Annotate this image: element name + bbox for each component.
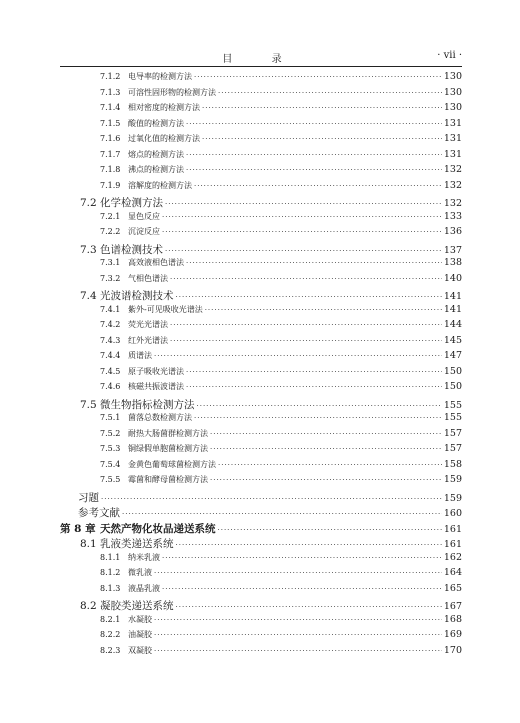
toc-entry[interactable] — [100, 459, 462, 474]
toc-entry-title: 色谱检测技术 — [100, 243, 163, 256]
toc-entry-title: 核磁共振波谱法 — [128, 382, 184, 391]
toc-entry-page: 136 — [443, 226, 462, 237]
toc-entry-title: 荧光光谱法 — [128, 320, 168, 329]
header-page-number: · vii · — [437, 50, 462, 61]
toc-entry-number: 7.2.2 — [100, 227, 121, 236]
toc-entry-page: 130 — [443, 71, 462, 82]
toc-entry[interactable] — [80, 288, 462, 303]
toc-entry-number: 7.1.8 — [100, 165, 121, 174]
toc-entry-number: 7.2.1 — [100, 211, 121, 221]
toc-entry[interactable] — [100, 381, 462, 396]
toc-entry[interactable] — [100, 133, 462, 148]
toc-entry-page: 141 — [443, 303, 462, 315]
toc-entry-page: 169 — [443, 629, 462, 640]
dot-leader — [122, 510, 442, 518]
dot-leader — [197, 402, 442, 410]
toc-entry-title: 原子吸收光谱法 — [128, 366, 184, 376]
toc-entry-number: 7.4.6 — [100, 382, 121, 391]
toc-entry-title: 熔点的检测方法 — [128, 149, 184, 159]
toc-entry[interactable] — [100, 412, 462, 427]
toc-entry-number: 第 8 章 — [60, 522, 96, 535]
toc-entry[interactable] — [100, 645, 462, 660]
toc-entry-page: 130 — [443, 86, 462, 98]
toc-entry[interactable] — [78, 490, 462, 505]
dot-leader — [176, 603, 442, 611]
dot-leader — [186, 166, 442, 174]
toc-entry[interactable] — [100, 552, 462, 567]
dot-leader — [176, 541, 442, 549]
toc-entry-page: 140 — [443, 272, 462, 284]
toc-entry[interactable] — [100, 443, 462, 458]
toc-entry[interactable] — [100, 366, 462, 381]
toc-entry[interactable] — [60, 521, 462, 536]
dot-leader — [186, 383, 442, 391]
toc-entry-title: 纳米乳液 — [128, 552, 160, 562]
dot-leader — [170, 321, 442, 329]
toc-entry-page: 160 — [443, 508, 462, 519]
toc-entry-number: 7.5 — [80, 398, 97, 411]
toc-entry-page: 132 — [443, 179, 462, 191]
toc-entry[interactable] — [80, 598, 462, 613]
toc-entry-page: 137 — [443, 244, 462, 256]
dot-leader — [162, 228, 442, 236]
toc-entry[interactable] — [100, 164, 462, 179]
toc-entry[interactable] — [100, 350, 462, 365]
dot-leader — [210, 476, 442, 484]
dot-leader — [154, 352, 442, 360]
toc-entry-number: 7.4.4 — [100, 351, 121, 360]
toc-entry-title: 微生物指标检测方法 — [100, 398, 195, 411]
toc-entry-page: 162 — [443, 551, 462, 563]
toc-entry-number: 7.4.5 — [100, 366, 121, 376]
header-title: 目 录 — [222, 54, 300, 65]
toc-entry-number: 7.4.3 — [100, 335, 121, 345]
toc-entry-number: 8.2.2 — [100, 630, 121, 639]
toc-entry-number: 7.5.4 — [100, 459, 121, 469]
dot-leader — [176, 293, 442, 301]
toc-entry-page: 161 — [443, 539, 462, 550]
toc-entry-page: 155 — [443, 399, 462, 411]
toc-entry-title: 水凝胶 — [128, 614, 152, 624]
toc-entry-title: 油凝胶 — [128, 630, 152, 639]
toc-entry-number: 7.1.4 — [100, 103, 121, 112]
toc-entry-page: 130 — [443, 102, 462, 113]
toc-entry-title: 沸点的检测方法 — [128, 165, 184, 174]
toc-entry-number: 7.1.2 — [100, 72, 121, 81]
toc-entry-number: 7.1.5 — [100, 118, 121, 128]
toc-entry[interactable] — [100, 273, 462, 288]
toc-entry-page: 133 — [443, 210, 462, 222]
toc-entry-page: 145 — [443, 334, 462, 346]
toc-entry-number: 8.1.2 — [100, 568, 121, 577]
dot-leader — [162, 585, 442, 593]
dot-leader — [162, 554, 442, 562]
dot-leader — [210, 445, 442, 453]
toc-entry[interactable] — [100, 614, 462, 629]
toc-entry-number: 7.4 — [80, 290, 97, 302]
toc-entry-title: 可溶性固形物的检测方法 — [128, 87, 216, 97]
toc-entry-page: 150 — [443, 381, 462, 392]
dot-leader — [170, 275, 442, 283]
toc-entry-number: 7.1.6 — [100, 134, 121, 143]
toc-entry-title: 气相色谱法 — [128, 273, 168, 283]
toc-entry-title: 质谱法 — [128, 351, 152, 360]
toc-entry[interactable] — [100, 335, 462, 350]
dot-leader — [202, 135, 442, 143]
dot-leader — [186, 120, 442, 128]
dot-leader — [186, 259, 442, 267]
dot-leader — [218, 89, 442, 97]
toc-entry-page: 164 — [443, 567, 462, 578]
dot-leader — [165, 247, 442, 255]
toc-entry[interactable] — [100, 428, 462, 443]
toc-entry-title: 沉淀反应 — [128, 227, 160, 236]
toc-entry[interactable] — [100, 304, 462, 319]
dot-leader — [218, 461, 442, 469]
dot-leader — [101, 495, 442, 503]
toc-entry-title: 液晶乳液 — [128, 583, 160, 593]
toc-entry-title: 金黄色葡萄球菌检测方法 — [128, 459, 216, 469]
dot-leader — [194, 414, 442, 422]
toc-entry-title: 显色反应 — [128, 211, 160, 221]
toc-entry-page: 150 — [443, 365, 462, 377]
dot-leader — [194, 73, 442, 81]
toc-entry[interactable] — [100, 71, 462, 86]
dot-leader — [154, 569, 442, 577]
dot-leader — [205, 306, 442, 314]
toc-entry-title: 霉菌和酵母菌检测方法 — [128, 475, 208, 484]
toc-entry[interactable] — [100, 118, 462, 133]
toc-entry-title: 双凝胶 — [128, 645, 152, 655]
toc-entry-title: 溶解度的检测方法 — [128, 180, 192, 190]
dot-leader — [218, 526, 442, 534]
toc-entry-number: 7.5.5 — [100, 475, 121, 484]
dot-leader — [210, 430, 442, 438]
toc-entry-title: 紫外-可见吸收光谱法 — [128, 304, 203, 314]
toc-entry-number: 7.1.7 — [100, 149, 121, 159]
toc-entry-page: 167 — [443, 601, 462, 612]
toc-entry-number: 7.1.9 — [100, 180, 121, 190]
toc-entry-page: 132 — [443, 198, 462, 209]
toc-entry-title: 过氧化值的检测方法 — [128, 134, 200, 143]
toc-entry-number: 7.3.1 — [100, 258, 121, 267]
page-header — [60, 48, 462, 67]
toc-entry-title: 红外光谱法 — [128, 335, 168, 345]
toc-entry-page: 144 — [443, 319, 462, 330]
toc-entry[interactable] — [100, 257, 462, 272]
dot-leader — [165, 200, 442, 208]
toc-entry-title: 乳液类递送系统 — [100, 538, 174, 550]
toc-entry-page: 157 — [443, 427, 462, 439]
toc-entry-page: 158 — [443, 458, 462, 470]
toc-entry-number: 7.5.2 — [100, 428, 121, 438]
toc-entry-number: 8.2 — [80, 600, 97, 612]
dot-leader — [194, 182, 442, 190]
toc-entry-number: 7.3 — [80, 243, 97, 256]
toc-entry[interactable] — [100, 149, 462, 164]
toc-entry-page: 155 — [443, 412, 462, 423]
dot-leader — [202, 104, 442, 112]
toc-entry-title: 参考文献 — [78, 507, 120, 519]
toc-entry[interactable] — [80, 536, 462, 551]
toc-entry-page: 141 — [443, 291, 462, 302]
toc-entry[interactable] — [100, 629, 462, 644]
toc-entry[interactable] — [80, 195, 462, 210]
toc-entry-page: 138 — [443, 257, 462, 268]
toc-entry[interactable] — [100, 583, 462, 598]
toc-entry-page: 131 — [443, 117, 462, 129]
toc-entry-number: 7.2 — [80, 197, 97, 209]
toc-entry-title: 凝胶类递送系统 — [100, 600, 174, 612]
dot-leader — [154, 631, 442, 639]
toc-entry-number: 7.4.1 — [100, 304, 121, 314]
toc-entry-page: 161 — [443, 523, 462, 535]
toc-entry-page: 168 — [443, 613, 462, 625]
toc-entry-number: 8.1 — [80, 538, 97, 550]
toc-entry[interactable] — [100, 319, 462, 334]
toc-entry[interactable] — [100, 211, 462, 226]
toc-entry-number: 8.2.1 — [100, 614, 121, 624]
dot-leader — [154, 647, 442, 655]
dot-leader — [162, 213, 442, 221]
toc-entry-title: 光波谱检测技术 — [100, 290, 174, 302]
toc-entry-number: 7.1.3 — [100, 87, 121, 97]
toc-entry-number: 8.1.1 — [100, 552, 121, 562]
toc-entry[interactable] — [80, 397, 462, 412]
toc-entry-title: 电导率的检测方法 — [128, 72, 192, 81]
toc-entry-title: 酸值的检测方法 — [128, 118, 184, 128]
toc-entry[interactable] — [80, 242, 462, 257]
toc-entry-title: 耐热大肠菌群检测方法 — [128, 428, 208, 438]
toc-entry-page: 170 — [443, 644, 462, 656]
toc-entry-number: 7.5.1 — [100, 413, 121, 422]
toc-entry[interactable] — [100, 180, 462, 195]
toc-entry[interactable] — [100, 474, 462, 489]
toc-entry[interactable] — [100, 567, 462, 582]
toc-entry-title: 高效液相色谱法 — [128, 258, 184, 267]
toc-entry-number: 7.4.2 — [100, 320, 121, 329]
dot-leader — [186, 151, 442, 159]
toc-entry-page: 131 — [443, 133, 462, 144]
toc-entry-title: 相对密度的检测方法 — [128, 103, 200, 112]
toc-entry-title: 菌落总数检测方法 — [128, 413, 192, 422]
toc-entry[interactable] — [78, 505, 462, 520]
toc-entry[interactable] — [100, 102, 462, 117]
toc-entry-title: 化学检测方法 — [100, 197, 163, 209]
toc-entry-page: 165 — [443, 582, 462, 594]
toc-entry-page: 132 — [443, 164, 462, 175]
toc-entry-page: 157 — [443, 443, 462, 454]
toc-entry-title: 习题 — [78, 491, 99, 504]
toc-entry[interactable] — [100, 226, 462, 241]
dot-leader — [186, 368, 442, 376]
toc-entry-page: 131 — [443, 148, 462, 160]
dot-leader — [170, 337, 442, 345]
toc-entry-number: 7.3.2 — [100, 273, 121, 283]
toc-entry-number: 8.2.3 — [100, 645, 121, 655]
toc-entry-page: 159 — [443, 492, 462, 504]
toc-entry-number: 8.1.3 — [100, 583, 121, 593]
toc-entry[interactable] — [100, 87, 462, 102]
dot-leader — [154, 616, 442, 624]
toc-entry-page: 147 — [443, 350, 462, 361]
toc-entry-title: 微乳液 — [128, 568, 152, 577]
toc-entry-number: 7.5.3 — [100, 444, 121, 453]
toc-entry-title: 铜绿假单胞菌检测方法 — [128, 444, 208, 453]
toc-entry-title: 天然产物化妆品递送系统 — [100, 522, 216, 535]
toc-entry-page: 159 — [443, 474, 462, 485]
